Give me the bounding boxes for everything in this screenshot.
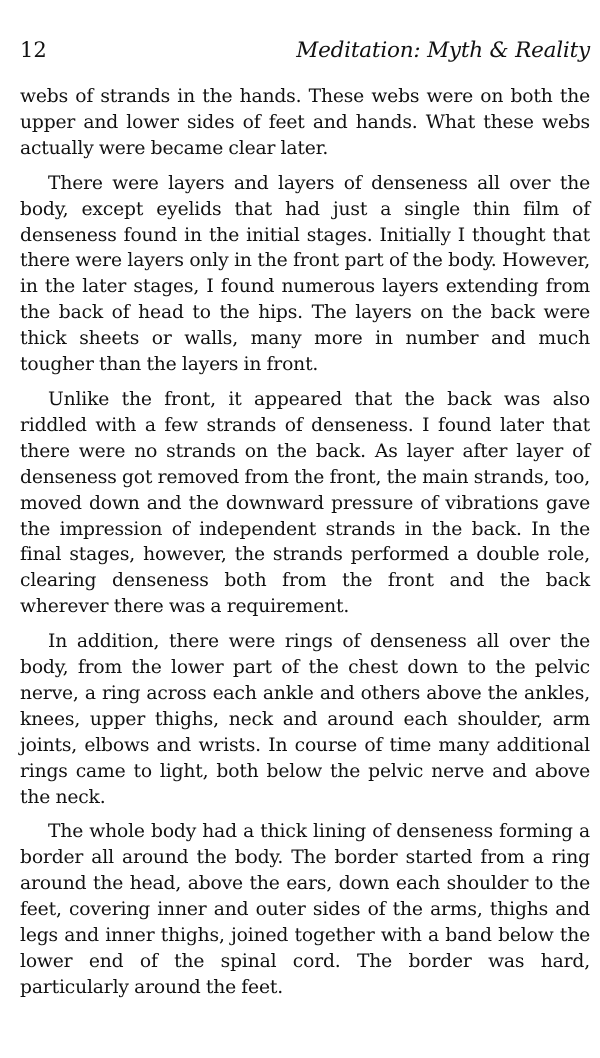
paragraph: Unlike the front, it appeared that the back was also riddled with a few strands of denseness. I found later that there were no strands on the back. As layer after layer of denseness got removed from the front, the main strands, too, moved down and the downward pressure of vibrations gave the impression of independent strands in the back. In the final stages, however, the strands performed a double role, clearing denseness both from the front and the back wherever there was a requirement. xyxy=(20,388,590,618)
book-page xyxy=(20,38,590,1010)
page-number: 12 xyxy=(20,38,47,62)
paragraph: The whole body had a thick lining of denseness forming a border all around the body. The border started from a ring around the head, above the ears, down each shoulder to the feet, covering inner and outer sides of the arms, thighs and legs and inner thighs, joined together with a band below the lower end of the spinal cord. The border was hard, particularly around the feet. xyxy=(20,821,590,998)
body-text xyxy=(20,84,590,1001)
paragraph: In addition, there were rings of denseness all over the body, from the lower part of the chest down to the pelvic nerve, a ring across each ankle and others above the ankles, knees, upper thighs, neck and around each shoulder, arm joints, elbows and wrists. In course of time many additional rings came to light, both below the pelvic nerve and above the neck. xyxy=(20,631,590,808)
running-title: Meditation: Myth & Reality xyxy=(296,38,590,63)
paragraph-continued: webs of strands in the hands. These webs were on both the upper and lower sides of feet and hands. What these webs actually were became clear later. xyxy=(20,86,590,159)
running-head xyxy=(20,38,590,70)
paragraph: There were layers and layers of denseness all over the body, except eyelids that had just a single thin film of denseness found in the initial stages. Initially I thought that there were layers only in the front part of the body. However, in the later stages, I found numerous layers extending from the back of head to the hips. The layers on the back were thick sheets or walls, many more in number and much tougher than the layers in front. xyxy=(20,172,590,376)
